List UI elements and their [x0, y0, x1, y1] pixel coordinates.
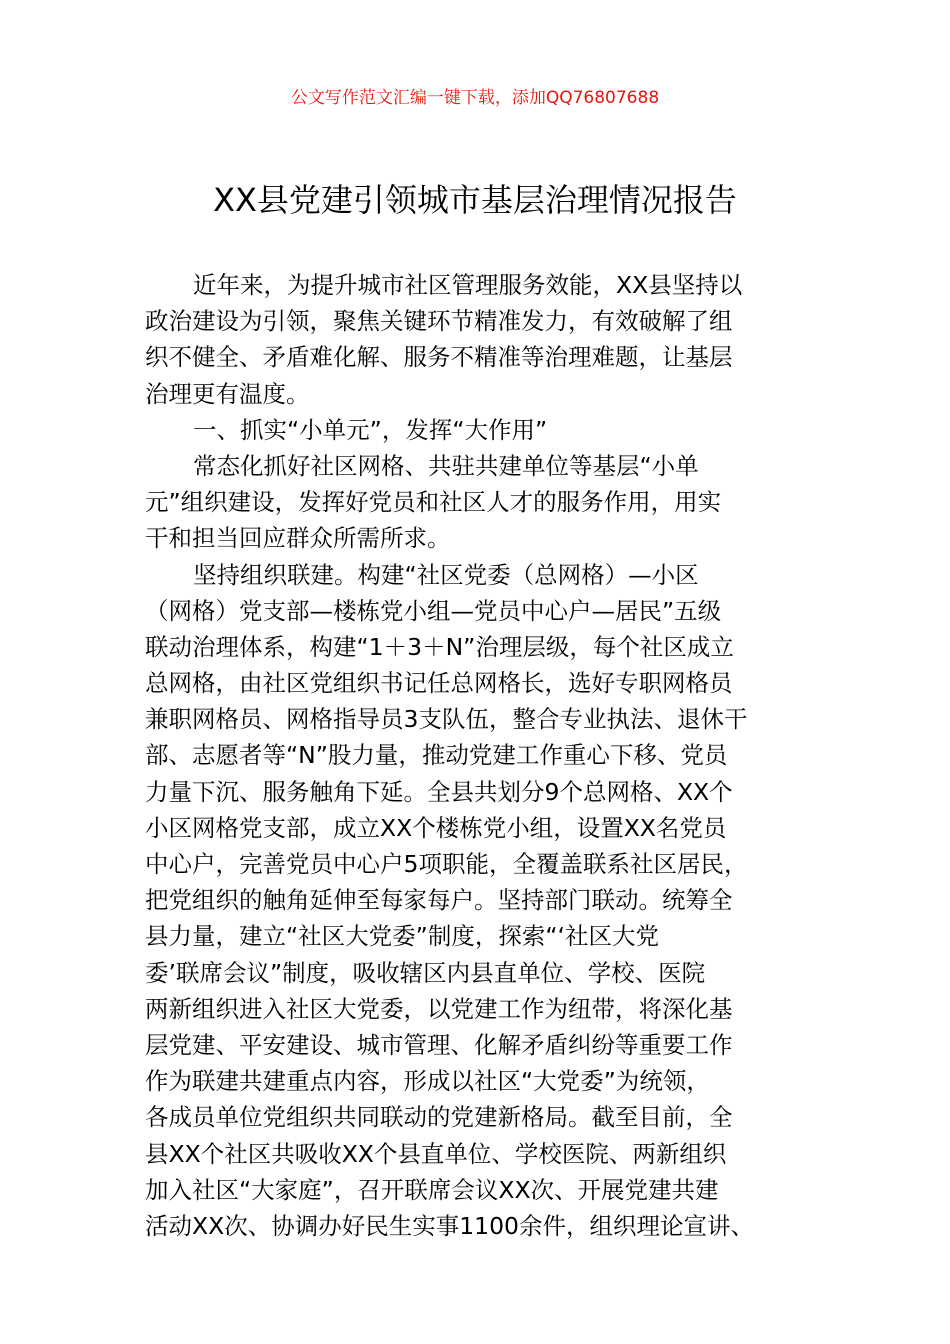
paragraph-line: 委’联席会议”制度，吸收辖区内县直单位、学校、医院 — [145, 958, 706, 987]
paragraph-line: 力量下沉、服务触角下延。全县共划分9个总网格、XX个 — [145, 777, 733, 806]
paragraph-line: 干和担当回应群众所需所求。 — [145, 524, 451, 553]
paragraph-line: 部、志愿者等“N”股力量，推动党建工作重心下移、党员 — [145, 741, 728, 770]
paragraph-line: 兼职网格员、网格指导员3支队伍，整合专业执法、退休干 — [145, 705, 748, 734]
paragraph-line: 近年来，为提升城市社区管理服务效能，XX县坚持以 — [193, 271, 743, 299]
paragraph-line: 把党组织的触角延伸至每家每户。坚持部门联动。统筹全 — [145, 886, 733, 915]
paragraph-line: 县力量，建立“社区大党委”制度，探索“‘社区大党 — [145, 922, 659, 951]
paragraph-line: 元”组织建设，发挥好党员和社区人才的服务作用，用实 — [145, 488, 722, 517]
paragraph-line: 坚持组织联建。构建“社区党委（总网格）—小区 — [193, 560, 699, 589]
paragraph-line: 县XX个社区共吸收XX个县直单位、学校医院、两新组织 — [145, 1139, 727, 1168]
paragraph-line: 活动XX次、协调办好民生实事1100余件，组织理论宣讲、 — [145, 1211, 755, 1240]
section-heading: 一、抓实“小单元”，发挥“大作用” — [193, 415, 548, 444]
paragraph-line: 两新组织进入社区大党委，以党建工作为纽带，将深化基 — [145, 994, 733, 1023]
paragraph-line: 织不健全、矛盾难化解、服务不精准等治理难题，让基层 — [145, 343, 733, 372]
paragraph-line: 总网格，由社区党组织书记任总网格长，选好专职网格员 — [145, 669, 733, 698]
paragraph-line: 各成员单位党组织共同联动的党建新格局。截至目前，全 — [145, 1103, 733, 1132]
paragraph-line: 治理更有温度。 — [145, 379, 310, 408]
download-notice: 公文写作范文汇编一键下载，添加QQ76807688 — [290, 88, 660, 108]
paragraph-line: 政治建设为引领，聚焦关键环节精准发力，有效破解了组 — [145, 307, 733, 336]
document-body — [145, 267, 815, 1244]
paragraph-line: 作为联建共建重点内容，形成以社区“大党委”为统领， — [145, 1067, 710, 1096]
paragraph-line: 联动治理体系，构建“1＋3＋N”治理层级，每个社区成立 — [145, 632, 734, 661]
paragraph-line: 小区网格党支部，成立XX个楼栋党小组，设置XX名党员 — [145, 813, 727, 842]
document-title: XX县党建引领城市基层治理情况报告 — [213, 181, 737, 219]
paragraph-line: （网格）党支部—楼栋党小组—党员中心户—居民”五级 — [145, 596, 722, 625]
paragraph-line: 层党建、平安建设、城市管理、化解矛盾纠纷等重要工作 — [145, 1030, 733, 1059]
paragraph-line: 中心户，完善党员中心户5项职能，全覆盖联系社区居民， — [145, 850, 748, 878]
paragraph-line: 加入社区“大家庭”，召开联席会议XX次、开展党建共建 — [145, 1175, 719, 1204]
paragraph-line: 常态化抓好社区网格、共驻共建单位等基层“小单 — [193, 451, 699, 480]
